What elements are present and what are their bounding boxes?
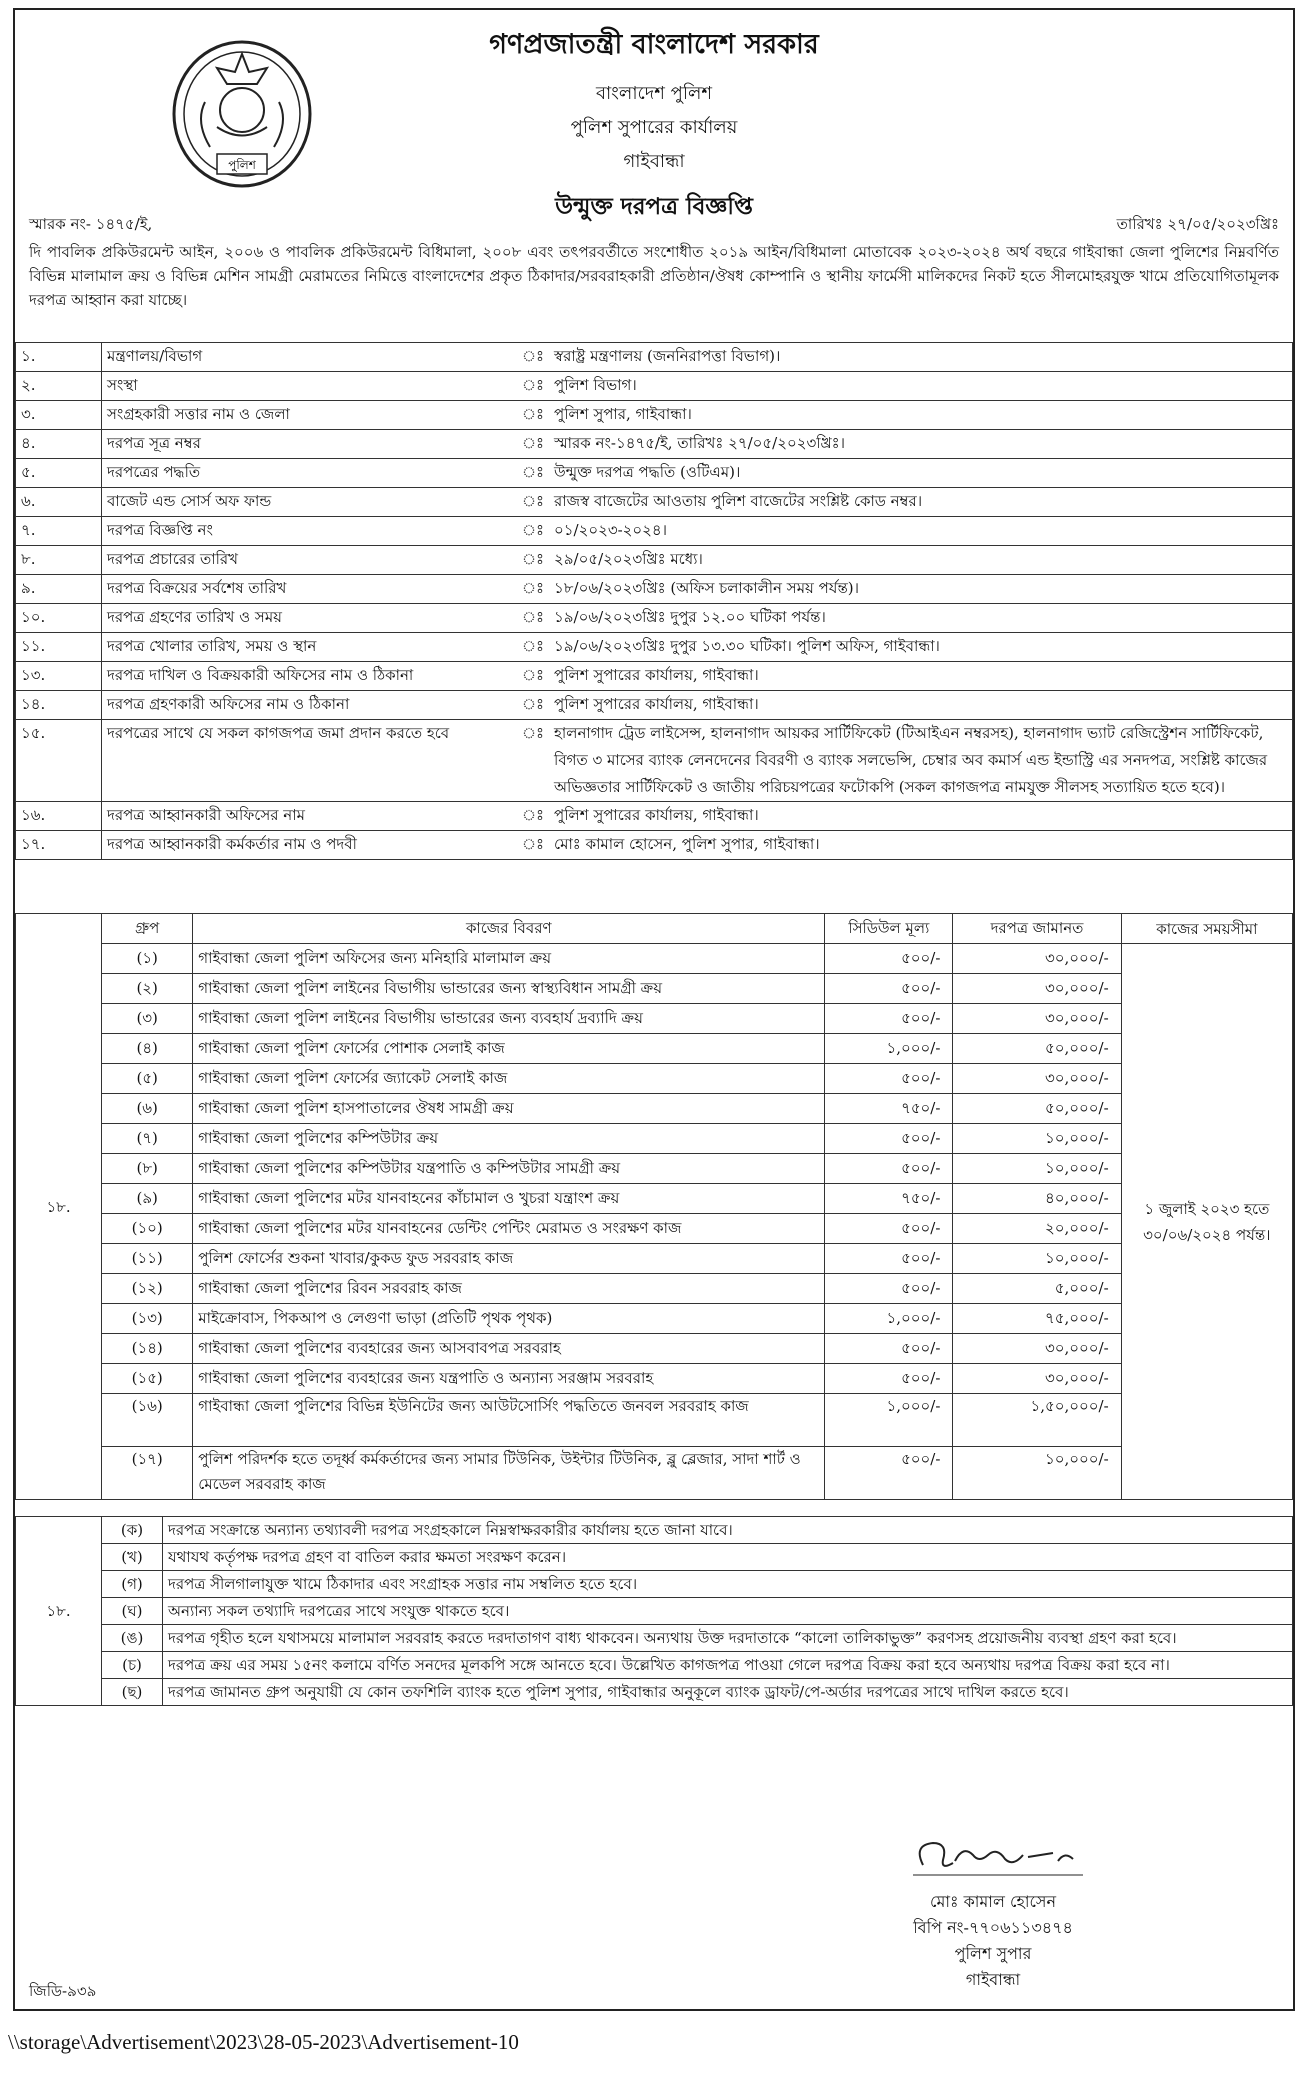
info-row (16, 343, 1293, 372)
note-text: দরপত্র সীলগালাযুক্ত খামে ঠিকাদার এবং সংগ্রাহক সত্তার নাম সম্বলিত হতে হবে। (163, 1571, 1293, 1598)
info-value: ১৮/০৬/২০২৩খ্রিঃ (অফিস চলাকালীন সময় পর্যন্ত)। (549, 575, 1292, 604)
info-row (16, 459, 1293, 488)
info-label: দরপত্র বিজ্ঞপ্তি নং (102, 517, 518, 546)
info-colon: ঃ (517, 401, 549, 430)
item-group: (৩) (102, 1004, 193, 1034)
item-description: পুলিশ ফোর্সের শুকনা খাবার/কুকড ফুড সরবরাহ কাজ (193, 1244, 825, 1274)
item-description: গাইবান্ধা জেলা পুলিশের ব্যবহারের জন্য আসবাবপত্র সরবরাহ (193, 1334, 825, 1364)
info-number: ১১. (16, 633, 102, 662)
item-group: (৮) (102, 1154, 193, 1184)
info-label: দরপত্র সূত্র নম্বর (102, 430, 518, 459)
item-schedule-fee: ৫০০/- (825, 944, 953, 974)
info-value: উন্মুক্ত দরপত্র পদ্ধতি (ওটিএম)। (549, 459, 1292, 488)
item-deposit: ৫০,০০০/- (953, 1094, 1121, 1124)
item-row (16, 1364, 1293, 1394)
info-number: ১. (16, 343, 102, 372)
item-schedule-fee: ১,০০০/- (825, 1394, 953, 1447)
item-schedule-fee: ৫০০/- (825, 1004, 953, 1034)
signatory-designation: পুলিশ সুপার (954, 1944, 1032, 1963)
info-colon: ঃ (517, 633, 549, 662)
seal-text: পুলিশ (228, 158, 256, 172)
item-description: গাইবান্ধা জেলা পুলিশের মটর যানবাহনের ডেন্টিং পেন্টিং মেরামত ও সংরক্ষণ কাজ (193, 1214, 825, 1244)
item-deposit: ২০,০০০/- (953, 1214, 1121, 1244)
info-number: ১৪. (16, 691, 102, 720)
info-colon: ঃ (517, 372, 549, 401)
info-colon: ঃ (517, 662, 549, 691)
item-schedule-fee: ৫০০/- (825, 1447, 953, 1500)
item-deposit: ১০,০০০/- (953, 1124, 1121, 1154)
office-name: পুলিশ সুপারের কার্যালয় (570, 117, 738, 138)
notice-page (13, 8, 1295, 2011)
reference-line (29, 213, 1279, 235)
info-number: ৫. (16, 459, 102, 488)
note-text: দরপত্র জামানত গ্রুপ অনুযায়ী যে কোন তফশিলি ব্যাংক হতে পুলিশ সুপার, গাইবান্ধার অনুকূলে ব্যাংক ড্রাফট/পে-অর্ডার দরপত্রের সাথে দাখিল করতে হবে। (163, 1679, 1293, 1706)
note-letter: (ঘ) (102, 1598, 163, 1625)
info-row (16, 720, 1293, 802)
item-group: (১) (102, 944, 193, 974)
info-number: ৯. (16, 575, 102, 604)
header-period: কাজের সময়সীমা (1121, 914, 1292, 944)
info-colon: ঃ (517, 488, 549, 517)
signatory-place: গাইবান্ধা (965, 1970, 1021, 1989)
item-group: (১০) (102, 1214, 193, 1244)
note-row (16, 1544, 1293, 1571)
item-deposit: ৭৫,০০০/- (953, 1304, 1121, 1334)
item-deposit: ৩০,০০০/- (953, 1064, 1121, 1094)
item-description: গাইবান্ধা জেলা পুলিশের ব্যবহারের জন্য যন্ত্রপাতি ও অন্যান্য সরঞ্জাম সরবরাহ (193, 1364, 825, 1394)
item-schedule-fee: ৭৫০/- (825, 1094, 953, 1124)
item-schedule-fee: ১,০০০/- (825, 1304, 953, 1334)
item-description: গাইবান্ধা জেলা পুলিশের রিবন সরবরাহ কাজ (193, 1274, 825, 1304)
item-schedule-fee: ৫০০/- (825, 1334, 953, 1364)
header-group: গ্রুপ (102, 914, 193, 944)
district-name: গাইবান্ধা (623, 151, 685, 172)
item-group: (৭) (102, 1124, 193, 1154)
info-label: দরপত্র আহ্বানকারী অফিসের নাম (102, 802, 518, 831)
info-row (16, 802, 1293, 831)
note-row (16, 1652, 1293, 1679)
info-value: রাজস্ব বাজেটের আওতায় পুলিশ বাজেটের সংশ্লিষ্ট কোড নম্বর। (549, 488, 1292, 517)
notes-section-number: ১৮. (16, 1517, 102, 1706)
info-row (16, 430, 1293, 459)
info-number: ৭. (16, 517, 102, 546)
info-value: ১৯/০৬/২০২৩খ্রিঃ দুপুর ১২.০০ ঘটিকা পর্যন্ত। (549, 604, 1292, 633)
item-deposit: ১০,০০০/- (953, 1154, 1121, 1184)
info-colon: ঃ (517, 720, 549, 802)
item-schedule-fee: ৫০০/- (825, 1274, 953, 1304)
intro-paragraph: দি পাবলিক প্রকিউরমেন্ট আইন, ২০০৬ ও পাবলিক প্রকিউরমেন্ট বিধিমালা, ২০০৮ এবং তৎপরবর্তীতে সংশোধীত ২০১৯ আইন/বিধিমালা মোতাবেক ২০২৩-২০২৪ অর্থ বছরে গাইবান্ধা জেলা পুলিশের নিম্নবর্ণিত বিভিন্ন মালামাল ক্রয় ও বিভিন্ন মেশিন সামগ্রী মেরামতের নিমিত্তে বাংলাদেশের প্রকৃত ঠিকাদার/সরবরাহকারী প্রতিষ্ঠান/ঔষধ কোম্পানি ও স্থানীয় ফার্মেসী মালিকদের নিকট হতে সীলমোহরযুক্ত খামে প্রতিযোগিতামূলক দরপত্র আহ্বান করা যাচ্ছে। (29, 243, 1279, 309)
items-table (15, 913, 1293, 1500)
item-description: গাইবান্ধা জেলা পুলিশ হাসপাতালের ঔষধ সামগ্রী ক্রয় (193, 1094, 825, 1124)
info-row (16, 488, 1293, 517)
info-number: ১৭. (16, 831, 102, 860)
item-deposit: ১০,০০০/- (953, 1447, 1121, 1500)
government-title: গণপ্রজাতন্ত্রী বাংলাদেশ সরকার (489, 29, 819, 60)
note-letter: (খ) (102, 1544, 163, 1571)
item-row (16, 1244, 1293, 1274)
info-number: ১৩. (16, 662, 102, 691)
item-description: গাইবান্ধা জেলা পুলিশ ফোর্সের পোশাক সেলাই কাজ (193, 1034, 825, 1064)
note-text: দরপত্র গৃহীত হলে যথাসময়ে মালামাল সরবরাহ করতে দরদাতাগণ বাধ্য থাকবেন। অন্যথায় উক্ত দরদাতাকে “কালো তালিকাভুক্ত” করণসহ প্রয়োজনীয় ব্যবস্থা গ্রহণ করা হবে। (163, 1625, 1293, 1652)
info-colon: ঃ (517, 575, 549, 604)
work-period: ১ জুলাই ২০২৩ হতে ৩০/০৬/২০২৪ পর্যন্ত। (1121, 944, 1292, 1500)
info-value: ১৯/০৬/২০২৩খ্রিঃ দুপুর ১৩.৩০ ঘটিকা। পুলিশ অফিস, গাইবান্ধা। (549, 633, 1292, 662)
info-number: ৪. (16, 430, 102, 459)
memo-date: তারিখঃ ২৭/০৫/২০২৩খ্রিঃ (1116, 215, 1279, 233)
info-colon: ঃ (517, 604, 549, 633)
item-schedule-fee: ৫০০/- (825, 1154, 953, 1184)
item-deposit: ৫,০০০/- (953, 1274, 1121, 1304)
notes-table (15, 1516, 1293, 1706)
item-description: গাইবান্ধা জেলা পুলিশের মটর যানবাহনের কাঁচামাল ও খুচরা যন্ত্রাংশ ক্রয় (193, 1184, 825, 1214)
info-row (16, 604, 1293, 633)
item-row (16, 1184, 1293, 1214)
info-value: স্বরাষ্ট্র মন্ত্রণালয় (জননিরাপত্তা বিভাগ)। (549, 343, 1292, 372)
item-group: (১৬) (102, 1394, 193, 1447)
info-number: ৮. (16, 546, 102, 575)
item-row (16, 1094, 1293, 1124)
info-value: পুলিশ সুপারের কার্যালয়, গাইবান্ধা। (549, 662, 1292, 691)
note-row (16, 1571, 1293, 1598)
info-number: ১০. (16, 604, 102, 633)
note-letter: (ক) (102, 1517, 163, 1544)
item-schedule-fee: ৫০০/- (825, 1364, 953, 1394)
header-schedule-fee: সিডিউল মূল্য (825, 914, 953, 944)
item-schedule-fee: ৫০০/- (825, 1244, 953, 1274)
info-label: দরপত্র খোলার তারিখ, সময় ও স্থান (102, 633, 518, 662)
item-row (16, 1034, 1293, 1064)
info-table (15, 342, 1293, 860)
info-number: ২. (16, 372, 102, 401)
item-schedule-fee: ১,০০০/- (825, 1034, 953, 1064)
info-colon: ঃ (517, 517, 549, 546)
note-letter: (চ) (102, 1652, 163, 1679)
info-value: স্মারক নং-১৪৭৫/ই, তারিখঃ ২৭/০৫/২০২৩খ্রিঃ। (549, 430, 1292, 459)
note-text: যথাযথ কর্তৃপক্ষ দরপত্র গ্রহণ বা বাতিল করার ক্ষমতা সংরক্ষণ করেন। (163, 1544, 1293, 1571)
note-text: দরপত্র সংক্রান্তে অন্যান্য তথ্যাবলী দরপত্র সংগ্রহকালে নিম্নস্বাক্ষরকারীর কার্যালয় হতে জানা যাবে। (163, 1517, 1293, 1544)
item-group: (২) (102, 974, 193, 1004)
item-deposit: ৪০,০০০/- (953, 1184, 1121, 1214)
memo-number: স্মারক নং- ১৪৭৫/ই, (29, 215, 153, 233)
info-label: দরপত্র দাখিল ও বিক্রয়কারী অফিসের নাম ও ঠিকানা (102, 662, 518, 691)
info-value: হালনাগাদ ট্রেড লাইসেন্স, হালনাগাদ আয়কর সার্টিফিকেট (টিআইএন নম্বরসহ), হালনাগাদ ভ্যাট রেজিস্ট্রেশন সার্টিফিকেট, বিগত ৩ মাসের ব্যাংক লেনদেনের বিবরণী ও ব্যাংক সলভেন্সি, চেম্বার অব কমার্স এন্ড ইন্ডাস্ট্রি এর সনদপত্র, সংশ্লিষ্ট কাজের অভিজ্ঞতার সার্টিফিকেট ও জাতীয় পরিচয়পত্রের ফটোকপি (সকল কাগজপত্র নামযুক্ত সীলসহ সত্যায়িত হতে হবে)। (549, 720, 1292, 802)
info-label: বাজেট এন্ড সোর্স অফ ফান্ড (102, 488, 518, 517)
info-label: দরপত্র গ্রহণকারী অফিসের নাম ও ঠিকানা (102, 691, 518, 720)
item-row (16, 1124, 1293, 1154)
info-colon: ঃ (517, 343, 549, 372)
info-label: সংগ্রহকারী সত্তার নাম ও জেলা (102, 401, 518, 430)
info-colon: ঃ (517, 430, 549, 459)
item-row (16, 1154, 1293, 1184)
info-value: পুলিশ বিভাগ। (549, 372, 1292, 401)
info-number: ৩. (16, 401, 102, 430)
info-value: ০১/২০২৩-২০২৪। (549, 517, 1292, 546)
item-deposit: ৩০,০০০/- (953, 1364, 1121, 1394)
item-group: (১৫) (102, 1364, 193, 1394)
info-row (16, 401, 1293, 430)
info-colon: ঃ (517, 831, 549, 860)
info-row (16, 831, 1293, 860)
item-schedule-fee: ৫০০/- (825, 1124, 953, 1154)
item-description: গাইবান্ধা জেলা পুলিশ লাইনের বিভাগীয় ভান্ডারের জন্য ব্যবহার্য দ্রব্যাদি ক্রয় (193, 1004, 825, 1034)
info-colon: ঃ (517, 459, 549, 488)
item-description: গাইবান্ধা জেলা পুলিশের বিভিন্ন ইউনিটের জন্য আউটসোর্সিং পদ্ধতিতে জনবল সরবরাহ কাজ (193, 1394, 825, 1447)
notice-title: উন্মুক্ত দরপত্র বিজ্ঞপ্তি (555, 193, 753, 220)
info-colon: ঃ (517, 691, 549, 720)
note-letter: (ঙ) (102, 1625, 163, 1652)
item-group: (৯) (102, 1184, 193, 1214)
item-deposit: ৫০,০০০/- (953, 1034, 1121, 1064)
header-deposit: দরপত্র জামানত (953, 914, 1121, 944)
item-row (16, 944, 1293, 974)
item-description: গাইবান্ধা জেলা পুলিশের কম্পিউটার ক্রয় (193, 1124, 825, 1154)
item-schedule-fee: ৫০০/- (825, 1214, 953, 1244)
item-deposit: ৩০,০০০/- (953, 1334, 1121, 1364)
item-row (16, 974, 1293, 1004)
info-label: দরপত্র গ্রহণের তারিখ ও সময় (102, 604, 518, 633)
file-path: \\storage\Advertisement\2023\28-05-2023\Advertisement-10 (8, 2030, 519, 2054)
info-number: ১৬. (16, 802, 102, 831)
info-label: দরপত্রের পদ্ধতি (102, 459, 518, 488)
item-group: (৬) (102, 1094, 193, 1124)
item-description: গাইবান্ধা জেলা পুলিশ ফোর্সের জ্যাকেট সেলাই কাজ (193, 1064, 825, 1094)
item-deposit: ৩০,০০০/- (953, 944, 1121, 974)
item-row (16, 1004, 1293, 1034)
item-deposit: ৩০,০০০/- (953, 1004, 1121, 1034)
item-deposit: ৩০,০০০/- (953, 974, 1121, 1004)
info-row (16, 575, 1293, 604)
info-colon: ঃ (517, 802, 549, 831)
item-schedule-fee: ৫০০/- (825, 974, 953, 1004)
info-row (16, 517, 1293, 546)
info-row (16, 633, 1293, 662)
item-row (16, 1274, 1293, 1304)
info-label: মন্ত্রণালয়/বিভাগ (102, 343, 518, 372)
item-description: গাইবান্ধা জেলা পুলিশের কম্পিউটার যন্ত্রপাতি ও কম্পিউটার সামগ্রী ক্রয় (193, 1154, 825, 1184)
note-letter: (ছ) (102, 1679, 163, 1706)
item-group: (১৩) (102, 1304, 193, 1334)
item-group: (৫) (102, 1064, 193, 1094)
info-value: পুলিশ সুপারের কার্যালয়, গাইবান্ধা। (549, 691, 1292, 720)
item-row (16, 1064, 1293, 1094)
header (15, 10, 1293, 220)
item-description: গাইবান্ধা জেলা পুলিশ লাইনের বিভাগীয় ভান্ডারের জন্য স্বাস্থ্যবিধান সামগ্রী ক্রয় (193, 974, 825, 1004)
info-number: ১৫. (16, 720, 102, 802)
item-row (16, 1304, 1293, 1334)
info-value: পুলিশ সুপারের কার্যালয়, গাইবান্ধা। (549, 802, 1292, 831)
department: বাংলাদেশ পুলিশ (595, 83, 713, 104)
info-value: পুলিশ সুপার, গাইবান্ধা। (549, 401, 1292, 430)
info-row (16, 372, 1293, 401)
signatory-bp: বিপি নং-৭৭০৬১১৩৪৭৪ (913, 1918, 1073, 1937)
item-group: (১১) (102, 1244, 193, 1274)
info-label: দরপত্র আহ্বানকারী কর্মকর্তার নাম ও পদবী (102, 831, 518, 860)
info-value: ২৯/০৫/২০২৩খ্রিঃ মধ্যে। (549, 546, 1292, 575)
note-letter: (গ) (102, 1571, 163, 1598)
info-row (16, 662, 1293, 691)
item-group: (১৭) (102, 1447, 193, 1500)
info-colon: ঃ (517, 546, 549, 575)
item-row (16, 1394, 1293, 1447)
info-number: ৬. (16, 488, 102, 517)
item-group: (১২) (102, 1274, 193, 1304)
items-section-number: ১৮. (16, 914, 102, 1500)
note-text: অন্যান্য সকল তথ্যাদি দরপত্রের সাথে সংযুক্ত থাকতে হবে। (163, 1598, 1293, 1625)
note-row (16, 1598, 1293, 1625)
signatory-name: মোঃ কামাল হোসেন (929, 1892, 1057, 1911)
note-row (16, 1517, 1293, 1544)
info-label: দরপত্রের সাথে যে সকল কাগজপত্র জমা প্রদান করতে হবে (102, 720, 518, 802)
item-row (16, 1214, 1293, 1244)
item-schedule-fee: ৭৫০/- (825, 1184, 953, 1214)
item-group: (৪) (102, 1034, 193, 1064)
items-header-row (16, 914, 1293, 944)
gd-number: জিডি-৯৩৯ (29, 1982, 97, 2000)
info-label: দরপত্র প্রচারের তারিখ (102, 546, 518, 575)
note-row (16, 1625, 1293, 1652)
item-group: (১৪) (102, 1334, 193, 1364)
item-row (16, 1334, 1293, 1364)
note-text: দরপত্র ক্রয় এর সময় ১৫নং কলামে বর্ণিত সনদের মূলকপি সঙ্গে আনতে হবে। উল্লেখিত কাগজপত্র পাওয়া গেলে দরপত্র বিক্রয় করা হবে অন্যথায় দরপত্র বিক্রয় করা হবে না। (163, 1652, 1293, 1679)
info-value: মোঃ কামাল হোসেন, পুলিশ সুপার, গাইবান্ধা। (549, 831, 1292, 860)
item-schedule-fee: ৫০০/- (825, 1064, 953, 1094)
item-description: পুলিশ পরিদর্শক হতে তদূর্ধ্ব কর্মকর্তাদের জন্য সামার টিউনিক, উইন্টার টিউনিক, ব্লু ব্লেজার, সাদা শার্ট ও মেডেল সরবরাহ কাজ (193, 1447, 825, 1500)
info-label: দরপত্র বিক্রয়ের সর্বশেষ তারিখ (102, 575, 518, 604)
note-row (16, 1679, 1293, 1706)
item-deposit: ১০,০০০/- (953, 1244, 1121, 1274)
header-description: কাজের বিবরণ (193, 914, 825, 944)
item-description: গাইবান্ধা জেলা পুলিশ অফিসের জন্য মনিহারি মালামাল ক্রয় (193, 944, 825, 974)
item-description: মাইক্রোবাস, পিকআপ ও লেগুণা ভাড়া (প্রতিটি পৃথক পৃথক) (193, 1304, 825, 1334)
item-row (16, 1447, 1293, 1500)
info-row (16, 691, 1293, 720)
signature-mark (893, 1825, 1093, 1881)
info-label: সংস্থা (102, 372, 518, 401)
info-row (16, 546, 1293, 575)
item-deposit: ১,৫০,০০০/- (953, 1394, 1121, 1447)
signature-block (863, 1825, 1123, 1993)
